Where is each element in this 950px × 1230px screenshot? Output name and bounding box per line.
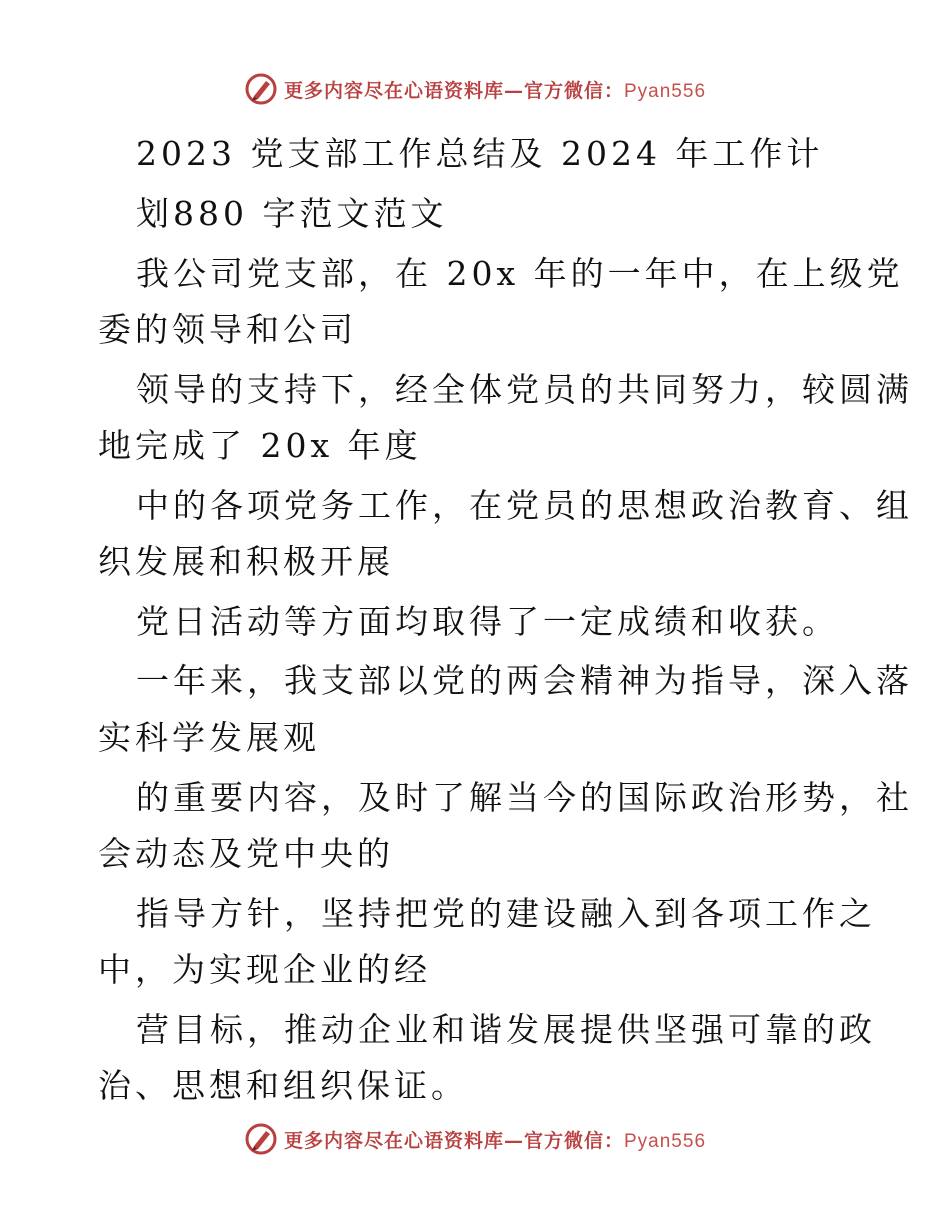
paragraph-line: 营目标，推动企业和谐发展提供坚强可靠的政 (136, 1010, 876, 1049)
watermark-site-text: 更多内容尽在心语资料库—官方微信： (283, 79, 624, 102)
watermark-wechat-id: Pyan556 (624, 1130, 707, 1152)
paragraph-line: 实科学发展观 (98, 718, 320, 757)
title-line-1: 2023 党支部工作总结及 2024 年工作计 (136, 134, 824, 173)
pen-logo-icon (244, 72, 278, 106)
paragraph-line: 织发展和积极开展 (98, 542, 394, 581)
paragraph-line: 领导的支持下，经全体党员的共同努力，较圆满 (136, 370, 913, 409)
paragraph-line: 地完成了 20x 年度 (98, 426, 422, 465)
paragraph-line: 我公司党支部，在 20x 年的一年中，在上级党 (136, 254, 904, 293)
watermark-text (284, 1126, 706, 1153)
paragraph-line: 一年来，我支部以党的两会精神为指导，深入落 (136, 661, 913, 700)
paragraph-line: 党日活动等方面均取得了一定成绩和收获。 (136, 602, 839, 641)
paragraph-line: 中的各项党务工作，在党员的思想政治教育、组 (136, 486, 913, 525)
footer-watermark (0, 1122, 950, 1156)
paragraph-line: 的重要内容，及时了解当今的国际政治形势，社 (136, 778, 913, 817)
paragraph-line: 委的领导和公司 (98, 310, 357, 349)
paragraph-line: 治、思想和组织保证。 (98, 1066, 468, 1105)
pen-logo-icon (244, 1122, 278, 1156)
watermark-text (284, 76, 706, 103)
paragraph-line: 中，为实现企业的经 (98, 950, 431, 989)
paragraph-line: 会动态及党中央的 (98, 834, 394, 873)
header-watermark (0, 72, 950, 106)
watermark-site-text: 更多内容尽在心语资料库—官方微信： (283, 1129, 624, 1152)
paragraph-line: 指导方针，坚持把党的建设融入到各项工作之 (136, 894, 876, 933)
watermark-wechat-id: Pyan556 (624, 80, 707, 102)
title-line-2: 划880 字范文范文 (136, 194, 448, 233)
